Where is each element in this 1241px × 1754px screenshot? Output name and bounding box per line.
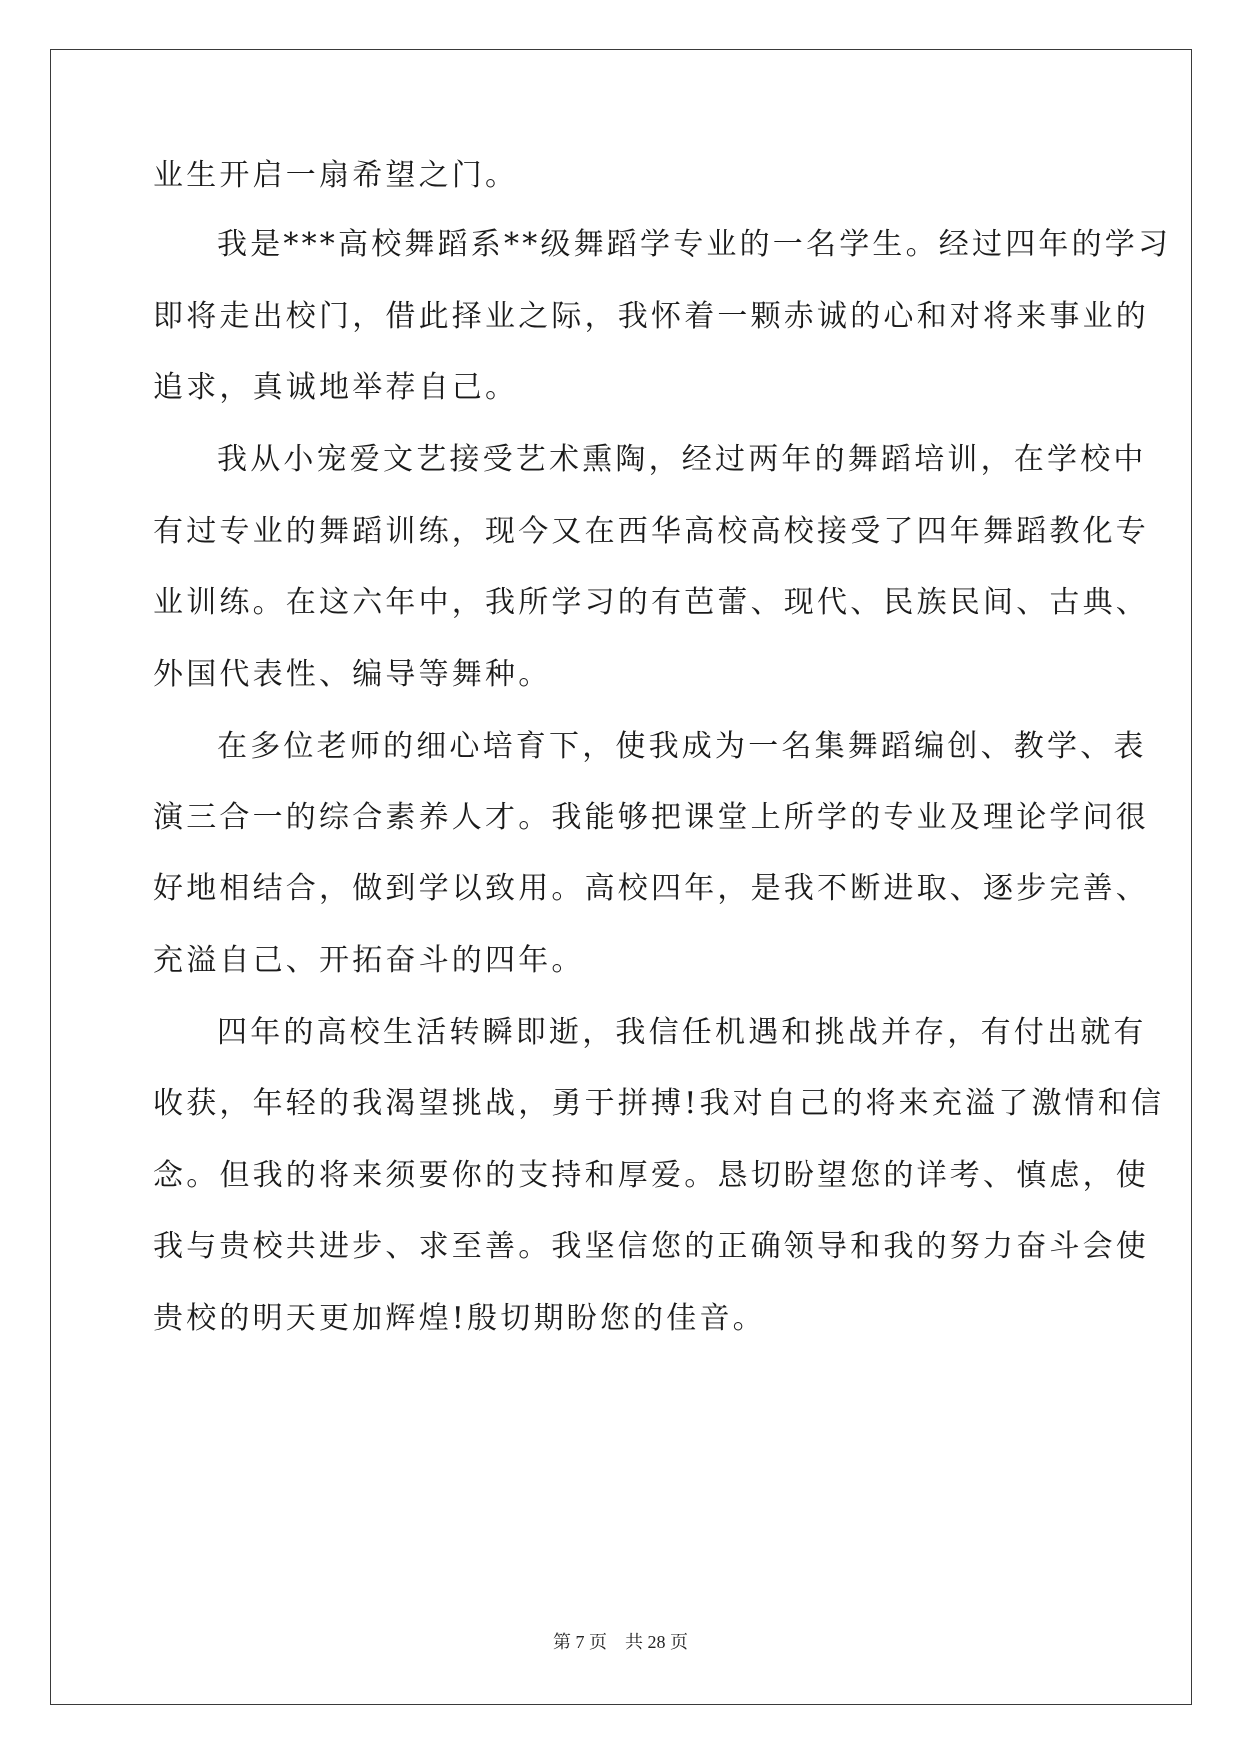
text-line: 有过专业的舞蹈训练，现今又在西华高校高校接受了四年舞蹈教化专 — [153, 514, 1149, 549]
text-line: 即将走出校门，借此择业之际，我怀着一颗赤诚的心和对将来事业的 — [153, 299, 1149, 334]
text-line: 四年的高校生活转瞬即逝，我信任机遇和挑战并存，有付出就有 — [217, 1015, 1147, 1050]
page-number: 第 7 页 共 28 页 — [553, 1632, 688, 1652]
text-line: 业生开启一扇希望之门。 — [153, 158, 519, 193]
text-line: 念。但我的将来须要你的支持和厚爱。恳切盼望您的详考、慎虑，使 — [153, 1158, 1149, 1193]
text-line: 追求，真诚地举荐自己。 — [153, 370, 519, 405]
text-line: 在多位老师的细心培育下，使我成为一名集舞蹈编创、教学、表 — [217, 729, 1147, 764]
text-line: 我是***高校舞蹈系**级舞蹈学专业的一名学生。经过四年的学习 — [217, 227, 1172, 262]
text-line: 贵校的明天更加辉煌!殷切期盼您的佳音。 — [153, 1301, 766, 1336]
text-line: 我与贵校共进步、求至善。我坚信您的正确领导和我的努力奋斗会使 — [153, 1229, 1149, 1264]
text-line: 收获，年轻的我渴望挑战，勇于拼搏!我对自己的将来充溢了激情和信 — [153, 1086, 1165, 1121]
text-line: 外国代表性、编导等舞种。 — [153, 657, 552, 692]
text-line: 充溢自己、开拓奋斗的四年。 — [153, 943, 585, 978]
text-line: 好地相结合，做到学以致用。高校四年，是我不断进取、逐步完善、 — [153, 871, 1149, 906]
text-line: 我从小宠爱文艺接受艺术熏陶，经过两年的舞蹈培训，在学校中 — [217, 442, 1147, 477]
page-footer — [0, 1630, 1241, 1654]
text-line: 演三合一的综合素养人才。我能够把课堂上所学的专业及理论学问很 — [153, 800, 1149, 835]
text-line: 业训练。在这六年中，我所学习的有芭蕾、现代、民族民间、古典、 — [153, 585, 1149, 620]
